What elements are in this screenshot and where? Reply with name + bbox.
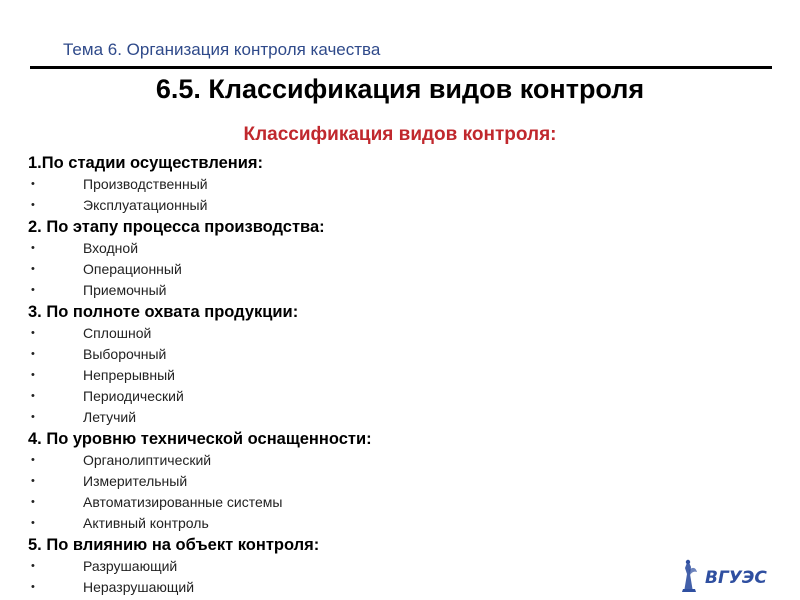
list-item-label: Выборочный [83, 346, 167, 362]
bullet-icon: • [31, 369, 35, 381]
bullet-icon: • [31, 475, 35, 487]
classification-list [28, 152, 648, 598]
list-item [28, 556, 648, 577]
list-item-label: Производственный [83, 176, 208, 192]
list-item-label: Неразрушающий [83, 579, 195, 595]
list-item-label: Летучий [83, 409, 137, 425]
list-item-label: Сплошной [83, 325, 152, 341]
list-item [28, 450, 648, 471]
list-item-label: Эксплуатационный [83, 197, 208, 213]
list-item [28, 238, 648, 259]
list-item-label: Приемочный [83, 282, 167, 298]
list-item-label: Органолиптический [83, 452, 212, 468]
list-item-label: Разрушающий [83, 558, 178, 574]
section-heading: 2. По этапу процесса производства: [28, 218, 325, 236]
list-item-label: Периодический [83, 388, 184, 404]
bullet-icon: • [31, 560, 35, 572]
logo-emblem [682, 560, 697, 592]
list-item [28, 365, 648, 386]
section-heading: 3. По полноте охвата продукции: [28, 303, 299, 321]
slide-title: 6.5. Классификация видов контроля [155, 74, 645, 104]
list-item [28, 259, 648, 280]
bullet-icon: • [31, 454, 35, 466]
university-logo [678, 556, 778, 594]
bullet-icon: • [31, 496, 35, 508]
list-item-label: Непрерывный [83, 367, 175, 383]
list-item [28, 471, 648, 492]
list-item [28, 492, 648, 513]
list-item-label: Измерительный [83, 473, 188, 489]
bullet-icon: • [31, 327, 35, 339]
list-item-label: Автоматизированные системы [83, 494, 283, 510]
section-production-stage [28, 216, 648, 301]
bullet-icon: • [31, 242, 35, 254]
bullet-icon: • [31, 178, 35, 190]
list-item [28, 280, 648, 301]
slide-subtitle: Классификация видов контроля: [243, 124, 557, 145]
bullet-icon: • [31, 348, 35, 360]
bullet-icon: • [31, 199, 35, 211]
header-divider [30, 66, 772, 69]
section-impact [28, 534, 648, 598]
list-item [28, 195, 648, 216]
list-item [28, 323, 648, 344]
bullet-icon: • [31, 411, 35, 423]
section-stage [28, 152, 648, 216]
logo-wordmark: ВГУЭС [705, 568, 767, 588]
bullet-icon: • [31, 284, 35, 296]
section-heading: 5. По влиянию на объект контроля: [28, 536, 320, 554]
list-item [28, 577, 648, 598]
section-technical-equipment [28, 428, 648, 534]
bullet-icon: • [31, 581, 35, 593]
list-item [28, 344, 648, 365]
bullet-icon: • [31, 390, 35, 402]
list-item [28, 407, 648, 428]
bullet-icon: • [31, 517, 35, 529]
section-coverage [28, 301, 648, 428]
list-item [28, 174, 648, 195]
topic-header: Тема 6. Организация контроля качества [63, 40, 381, 59]
section-heading: 4. По уровню технической оснащенности: [28, 430, 372, 448]
section-heading: 1.По стадии осуществления: [28, 154, 264, 172]
list-item [28, 513, 648, 534]
list-item-label: Активный контроль [83, 515, 209, 531]
bullet-icon: • [31, 263, 35, 275]
list-item-label: Входной [83, 240, 139, 256]
list-item [28, 386, 648, 407]
list-item-label: Операционный [83, 261, 182, 277]
